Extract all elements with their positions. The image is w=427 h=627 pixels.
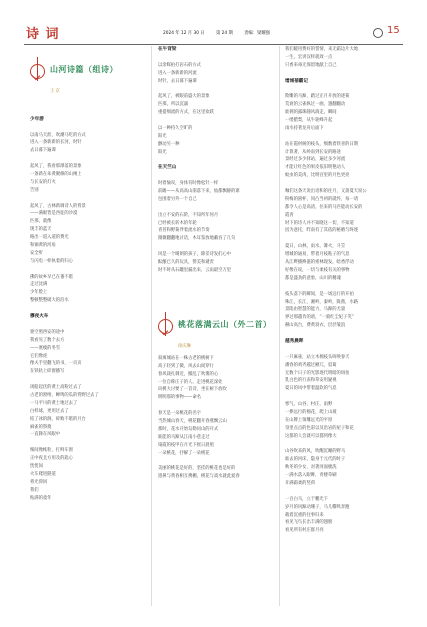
verse-line: 山谷吹来的风，吹醒沉睡的野马 xyxy=(285,449,346,455)
blank-line xyxy=(30,439,148,447)
verse-line: 我看见了数个去方 xyxy=(30,337,65,343)
verse-line: 细间像帐粒，打鲜车窗 xyxy=(30,448,73,454)
verse-line: 微微翻翻地讨话，木耳鉴放地蔽吞了几句 xyxy=(158,236,236,242)
blank-line xyxy=(30,195,148,203)
verse-line: 荒衰的云雀纵过一曲，翅翻翻动 xyxy=(285,102,346,108)
verse-line: 时下的诗人并不知晓这一切，不知道 xyxy=(285,220,354,226)
verse-line: 春天是一朵桃花的名字 xyxy=(158,411,201,417)
verse-line: 和铜黄的河角 xyxy=(30,243,56,249)
verse-line: 少年脸上 xyxy=(30,290,48,296)
verse-line: 蚊虫的美肉，比明宫里的月色更亮 xyxy=(285,173,350,179)
column-divider xyxy=(151,46,152,606)
blank-line xyxy=(285,346,403,354)
poem-title: 山河诗篇（组诗） xyxy=(50,64,118,74)
verse-line: 雨水持著龙舟后面下 xyxy=(285,125,324,131)
verse-line: 寒气，山谷，村庄，雨野 xyxy=(285,402,333,408)
verse-line: 颤动另一种 xyxy=(158,141,180,147)
verse-line: 夏日，山林，雨水，篝火，斗笠 xyxy=(285,244,346,250)
verse-line: 时针，去日暮下遍谭 xyxy=(158,78,197,84)
verse-line: 一条新在朱黄聚修的山闸上 xyxy=(30,172,82,178)
verse-line: 佛的故乡早已在番不堪 xyxy=(30,274,73,280)
verse-line: 好像在说，一切与柔枝有关的事物 xyxy=(285,267,350,273)
poem-title: 桃花落满云山（外二首） xyxy=(178,318,272,329)
blank-line xyxy=(30,108,148,116)
verse-line: 阳光 xyxy=(158,149,167,155)
blank-line xyxy=(285,70,403,78)
verse-line: 潘春的鸡齐越过额兀，驳葛 xyxy=(285,362,337,368)
verse-line: 咖们这条天说出语和的往月，又蔷夏天说公 xyxy=(285,189,367,195)
verse-line: 增城的通易，带着月枝粘子的气息 xyxy=(285,252,350,258)
verse-line: 我们暖用费好的誓情，来无霜边片大地 xyxy=(285,47,359,52)
verse-line: 进入一条新新的长河，时针 xyxy=(30,140,82,146)
blank-line xyxy=(30,305,148,313)
verse-line: 美丽的桃花是好的，坚挂的桃花也是好的 xyxy=(158,466,236,472)
verse-line: 无数个日子的光影逐代明暗的斑鱼 xyxy=(285,370,350,376)
verse-line: 乳白色的行表和草安用疑视 xyxy=(285,378,337,384)
verse-line: 殊江，长江，湘岭，秦岭，陇菌，水路 xyxy=(285,299,359,305)
verse-line: 白样球，更用过去了 xyxy=(30,408,69,414)
verse-line: 这都的人会就可以都到像大 xyxy=(285,433,337,439)
verse-line: 起风了，被眼前盛大的景象 xyxy=(158,94,210,100)
blank-line xyxy=(30,266,148,274)
verse-line: 匹那，所以沉溺 xyxy=(158,102,189,108)
blank-line xyxy=(285,235,403,243)
poem-heading xyxy=(30,46,148,100)
section-title: 在天竺山 xyxy=(158,165,177,171)
masthead: 诗 词 xyxy=(26,27,60,42)
verse-line: 看见飞鸟长出丰满的翅膀 xyxy=(285,520,333,526)
verse-line: 粉梅的圆杯，同凸当初的就怀，每一请 xyxy=(285,196,359,202)
verse-line: 一百白马，立于鹏光下 xyxy=(285,496,328,502)
column-right xyxy=(285,46,403,606)
blank-line xyxy=(30,124,148,132)
section-title: 增城蓓霸记 xyxy=(285,78,308,84)
blank-line xyxy=(285,441,403,449)
verse-line: 匹那，就像 xyxy=(30,219,52,225)
verse-line: 出立不安的石阶，不知所年何月 xyxy=(158,212,219,218)
verse-line: 火车爬进隧道 xyxy=(30,471,56,477)
verse-line: 进入一条新新的河流 xyxy=(158,70,197,76)
verse-line: 风是一个晴朗的孩子，除差诗发们心中 xyxy=(158,252,232,258)
verse-line: 叙寓城站在一株古老的桃树下 xyxy=(158,355,214,361)
verse-line: 霞青 xyxy=(285,212,294,218)
verse-line: 谁能的马蹄从江南小巷走过 xyxy=(158,434,210,440)
verse-line: 正中夜且方用及的匙心 xyxy=(30,456,73,462)
verse-line: 现丰的蓝天 xyxy=(30,227,52,233)
verse-line: 一马平川的黄土地过去了 xyxy=(30,400,78,406)
verse-line: 青苔和野菊伴着流水的节奏 xyxy=(158,228,210,234)
verse-line: 将光仰回 xyxy=(30,479,48,485)
section-title: 越秀晨晖 xyxy=(285,338,304,344)
verse-line: 在铁轨上碎窗播写 xyxy=(30,369,65,375)
verse-line: 计算著，从岭南到长安的路途 xyxy=(285,149,341,155)
column-left xyxy=(30,46,148,606)
blank-line xyxy=(158,457,276,465)
page-number: 15 xyxy=(387,25,400,36)
verse-line: 开满霜柔的竖荷 xyxy=(285,480,316,486)
verse-line: 古老的窗纳，蝉鸣的瓜的背野过去了 xyxy=(30,392,99,398)
verse-line: 包围着另外一个自己 xyxy=(158,196,197,202)
page-header xyxy=(0,0,427,52)
verse-line: 麻雀的祭奠 xyxy=(30,424,52,430)
verse-line: 谁拥的露珠随风淌走，瞬间 xyxy=(285,110,337,116)
verse-line: 只香来毒无保留地献上自己 xyxy=(285,62,337,68)
verse-line: 高子轻到了微，风去山间穿行 xyxy=(158,363,214,369)
verse-line: 在山牌上领雕远光的平原 xyxy=(285,417,333,423)
issue-date: 2024 年 12 月 30 日 xyxy=(163,31,205,36)
blank-line xyxy=(30,321,148,329)
blank-line xyxy=(158,156,276,164)
poem-text xyxy=(158,46,276,275)
issue-number: 第 24 期 xyxy=(215,31,233,36)
section-title: 穆夜火车 xyxy=(30,314,49,320)
verse-line: 一只麻雀，站立木棉枝头叫唤春天 xyxy=(285,354,350,360)
blank-line xyxy=(30,100,148,108)
verse-line: ——底瘦的冬雪 xyxy=(30,345,61,351)
verse-line: 夏日的风中带着温软的气息 xyxy=(285,386,337,392)
verse-line: 遗鼻与黄昏相互携棚，桃花与戏水就此爱春 xyxy=(158,474,240,480)
verse-line: 垦里点点的色彩以及沿岩的屋子和花 xyxy=(285,425,354,431)
verse-line: 时不时从石罐里漏出来，云雨最空万里 xyxy=(158,267,232,273)
verse-line: 重提细流的方式，在这里欢跃 xyxy=(158,110,214,116)
verse-line: 都是盛劲的意象，山川的精魂 xyxy=(285,275,341,281)
verse-line: 才能让红色的果皮依旧明艳动人 xyxy=(285,165,346,171)
verse-line: 一满水落入眼眸，青楼草刷 xyxy=(285,473,337,479)
header-divider xyxy=(24,44,403,45)
verse-line: 一朵桃花，抒解了一朵桃花 xyxy=(158,450,210,456)
verse-line: 路出一道入道的费光 xyxy=(30,235,69,241)
blank-line xyxy=(285,393,403,401)
blank-line xyxy=(30,376,148,384)
verse-line: 都令人心是高清，住来的马匹能动长安的 xyxy=(285,204,363,210)
verse-line: 恍恍间 xyxy=(30,463,43,469)
blank-line xyxy=(158,402,276,410)
verse-line: 阳光 xyxy=(158,133,167,139)
section-title: 少年游 xyxy=(30,116,44,122)
poem-text xyxy=(285,46,403,535)
blank-line xyxy=(30,155,148,163)
verse-line: 看见所有村庄群月亮 xyxy=(285,528,324,534)
verse-line: 以一种持久空旷的 xyxy=(158,125,193,131)
verse-line: 驱空照西安的途中 xyxy=(30,329,65,335)
verse-line: 站在霞材树的枝头，细数着铁青的日期 xyxy=(285,141,359,147)
poem-text xyxy=(30,100,148,502)
verse-line: 秋冬的少女，对著河面梳洗 xyxy=(285,465,337,471)
verse-line: 像夫手里翻飞的书，一页页 xyxy=(30,361,82,367)
verse-line: 春风栽扎刺近，搬乱了吹雾的心 xyxy=(158,371,219,377)
verse-line: 它们像虎 xyxy=(30,353,48,359)
blank-line xyxy=(158,54,276,62)
verse-line: 染霞的枝甲在月光下摇日晨照 xyxy=(158,442,214,448)
verse-line: 界过那越肯的谱，“一骑红尘妃子笑” xyxy=(285,315,354,321)
verse-line: 一缕腊梨，从牛轮峰升起 xyxy=(285,118,333,124)
circle-icon xyxy=(373,28,383,38)
verse-line: 我们 xyxy=(30,487,39,493)
verse-line: 景陷由智慧的能力，马蹄的尤量 xyxy=(285,307,346,313)
verse-line: 以南马天涯，吹潮马吃的方式 xyxy=(30,132,86,138)
verse-line: 一生，宏讲汉样就效一点 xyxy=(285,54,333,60)
blank-line xyxy=(285,283,403,291)
verse-line: 那时，花水开始勾勒问山的开式 xyxy=(158,426,219,432)
verse-line: 一位自称庄子的人，走进桃花深处 xyxy=(158,379,223,385)
blank-line xyxy=(285,180,403,188)
verse-line: 景经过多少驿站，遍过多少河流 xyxy=(285,157,346,163)
verse-line: 枝头落下的瞬间，是一场远行的开拍 xyxy=(285,291,354,297)
column-divider xyxy=(279,46,280,606)
editor-credit: 责编：梁耀强 xyxy=(244,31,270,36)
verse-line: 闭船起伏的黄土高粉过去了 xyxy=(30,385,82,391)
poem-text xyxy=(158,355,276,481)
blank-line xyxy=(158,243,276,251)
verse-line: 与长安的灯火 xyxy=(30,179,56,185)
verse-line: 贴满的童年 xyxy=(30,495,52,501)
verse-line: 谁去的河床，隐身于元代的时子 xyxy=(285,457,346,463)
verse-line: 以余晖拍打岩石的方式 xyxy=(158,62,201,68)
verse-line: ——满眼皆是西征的沙漠 xyxy=(30,211,78,217)
verse-line: 前瞻——从高高山崩落下来，仙都飘静的寨 xyxy=(158,189,240,195)
blank-line xyxy=(285,85,403,93)
verse-line: 安全听 xyxy=(30,250,43,256)
verse-line: 当热城山春天，桃花翻开春燕飘云山 xyxy=(158,418,227,424)
verse-line: 结了冰的涧，碎败不堪的月台 xyxy=(30,416,86,422)
issue-info xyxy=(163,30,280,36)
verse-line: 整顿整整破大的泊水 xyxy=(30,298,69,304)
verse-line: 欺雕的马蹄，踏过正月开放的迹菊 xyxy=(285,94,350,100)
verse-line: 起风了，古林新调诗人的背景 xyxy=(30,203,86,209)
verse-line: 与闪电一样执着的归心 xyxy=(30,258,73,264)
section-title: 在牛背梁 xyxy=(158,47,177,52)
blank-line xyxy=(285,488,403,496)
verse-line: 赫山高台，费黄羽衣，层层皱浪 xyxy=(285,323,346,329)
verse-line: 已经被长转木的年轮 xyxy=(158,220,197,226)
verse-line: 明明那的事物——命名 xyxy=(158,395,201,401)
verse-line: 一捧远行的棉花，爬上山坡 xyxy=(285,409,337,415)
poem-author: 徐庆琳 xyxy=(178,343,191,349)
verse-line: 起风了，我看那瀑落的景象 xyxy=(30,164,82,170)
verse-line: 时着愉叹，身体有时像松针一样 xyxy=(158,181,219,187)
blank-line xyxy=(158,85,276,93)
blank-line xyxy=(158,172,276,180)
verse-line: 载着沉重的往事归来 xyxy=(285,512,324,518)
verse-line: 酝酿已久的玩具，赞美和谴责 xyxy=(158,260,214,266)
blank-line xyxy=(285,330,403,338)
verse-line: 告别 xyxy=(30,187,39,193)
poem-heading xyxy=(158,301,276,355)
blank-line xyxy=(285,133,403,141)
verse-line: 一直降在风眼中 xyxy=(30,432,61,438)
poem-author: 王 京 xyxy=(50,89,60,94)
verse-line: 从江畔播搀滋的密林现发，暗香浮动 xyxy=(285,260,354,266)
verse-line: 去日暮下遍谭 xyxy=(30,148,56,154)
column-middle xyxy=(158,46,276,606)
blank-line xyxy=(158,117,276,125)
verse-line: 岁月的风蹄动珊子，马儿嘶鸣奔跑 xyxy=(285,504,350,510)
blank-line xyxy=(158,204,276,212)
verse-line: 向桃大讨要了一首诗，坐在树下放吹 xyxy=(158,387,227,393)
verse-line: 因为意托，昨南有了其依的秘磨与终逐 xyxy=(285,228,359,234)
verse-line: 走过沈满 xyxy=(30,282,48,288)
